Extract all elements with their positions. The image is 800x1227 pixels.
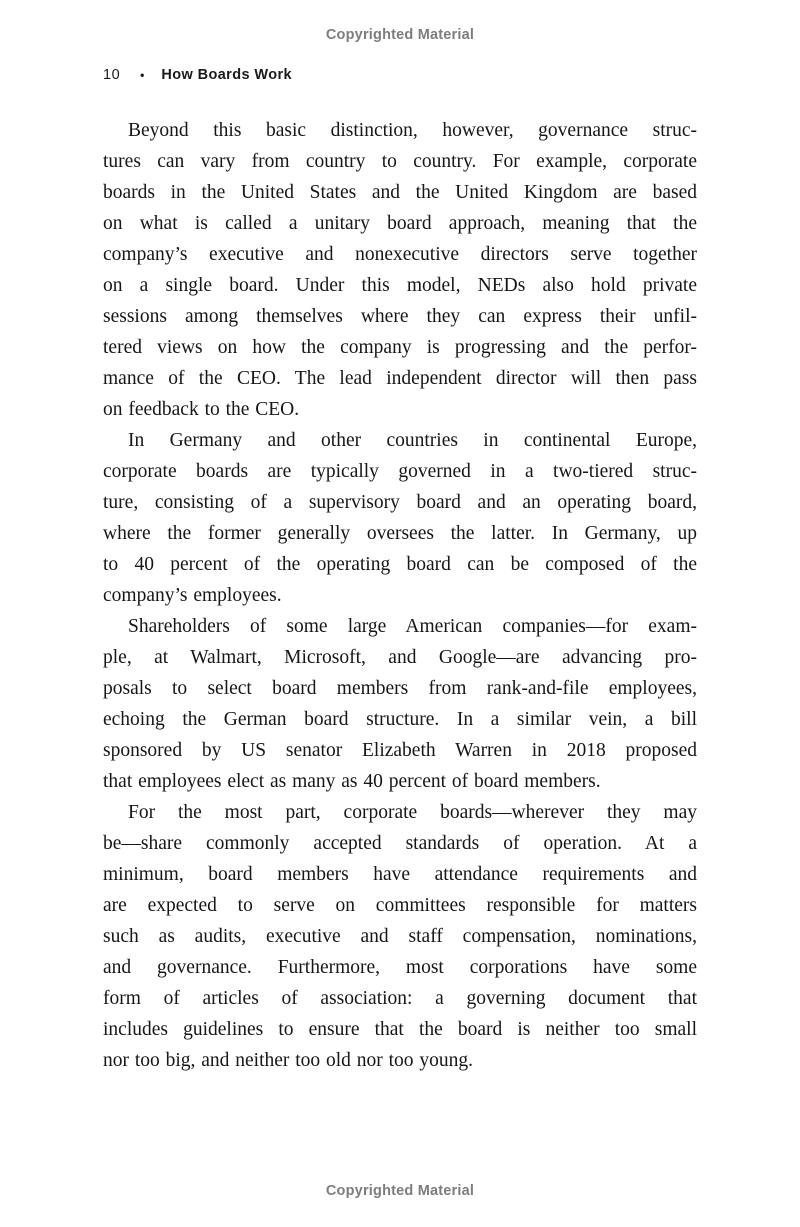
text-line: form of articles of association: a governing document that xyxy=(103,988,697,1009)
text-line: on what is called a unitary board approach, meaning that the xyxy=(103,213,697,234)
text-line: on feedback to the CEO. xyxy=(103,399,300,420)
paragraph xyxy=(103,115,697,425)
text-line: to 40 percent of the operating board can be composed of the xyxy=(103,554,697,575)
text-line: that employees elect as many as 40 percent of board members. xyxy=(103,771,601,792)
text-line: be—share commonly accepted standards of operation. At a xyxy=(103,833,697,854)
running-head-book-title: How Boards Work xyxy=(161,67,292,83)
paragraph xyxy=(103,797,697,1076)
body-text xyxy=(103,115,697,1076)
copyright-notice-top: Copyrighted Material xyxy=(325,27,475,43)
text-line: tered views on how the company is progressing and the perfor- xyxy=(103,337,697,358)
text-line: and governance. Furthermore, most corporations have some xyxy=(103,957,697,978)
text-line: boards in the United States and the United Kingdom are based xyxy=(103,182,697,203)
text-line: minimum, board members have attendance requirements and xyxy=(103,864,697,885)
text-line: company’s executive and nonexecutive directors serve together xyxy=(103,244,697,265)
text-line: sponsored by US senator Elizabeth Warren in 2018 proposed xyxy=(103,740,697,761)
text-line: For the most part, corporate boards—wherever they may xyxy=(128,802,697,823)
page-number: 10 xyxy=(103,67,121,83)
text-line: on a single board. Under this model, NEDs also hold private xyxy=(103,275,697,296)
text-line: tures can vary from country to country. For example, corporate xyxy=(103,151,697,172)
text-line: are expected to serve on committees responsible for matters xyxy=(103,895,697,916)
text-line: Shareholders of some large American companies—for exam- xyxy=(128,616,697,637)
text-line: echoing the German board structure. In a similar vein, a bill xyxy=(103,709,697,730)
page-header xyxy=(103,67,292,83)
copyright-notice-bottom: Copyrighted Material xyxy=(325,1183,475,1199)
bullet-separator: • xyxy=(140,68,145,82)
text-line: sessions among themselves where they can express their unfil- xyxy=(103,306,697,327)
paragraph xyxy=(103,611,697,797)
text-line: ture, consisting of a supervisory board and an operating board, xyxy=(103,492,697,513)
text-line: posals to select board members from rank-and-file employees, xyxy=(103,678,697,699)
text-line: mance of the CEO. The lead independent director will then pass xyxy=(103,368,697,389)
text-line: company’s employees. xyxy=(103,585,282,606)
text-line: In Germany and other countries in continental Europe, xyxy=(128,430,697,451)
text-line: nor too big, and neither too old nor too young. xyxy=(103,1050,474,1071)
paragraph xyxy=(103,425,697,611)
text-line: Beyond this basic distinction, however, governance struc- xyxy=(128,120,697,141)
text-line: ple, at Walmart, Microsoft, and Google—are advancing pro- xyxy=(103,647,697,668)
text-line: includes guidelines to ensure that the board is neither too small xyxy=(103,1019,697,1040)
text-line: such as audits, executive and staff compensation, nominations, xyxy=(103,926,697,947)
text-line: corporate boards are typically governed in a two-tiered struc- xyxy=(103,461,697,482)
text-line: where the former generally oversees the latter. In Germany, up xyxy=(103,523,697,544)
